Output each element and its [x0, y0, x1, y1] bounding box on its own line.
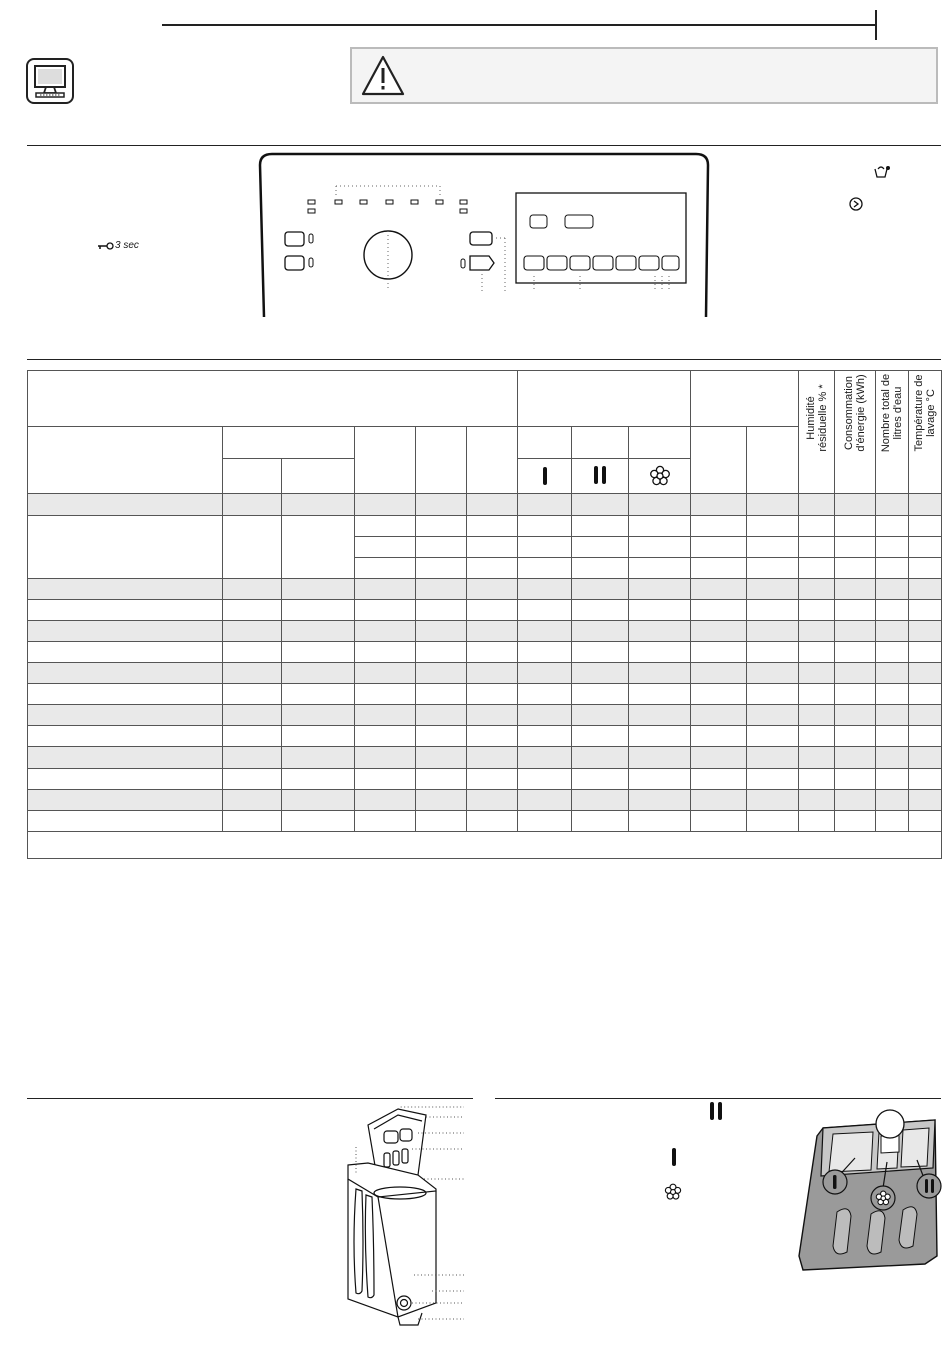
warning-box [350, 47, 938, 104]
table-header-cell [223, 427, 355, 459]
compartment-2-symbol [708, 1102, 724, 1125]
table-header-cell [572, 427, 629, 459]
key-lock-label: 3 sec [115, 240, 139, 251]
softener-symbol [664, 1183, 682, 1206]
table-row [28, 810, 942, 831]
timer-icon [849, 197, 863, 216]
table-row [28, 726, 942, 747]
washing-machine-illustration [338, 1103, 464, 1331]
table-header-cell [282, 459, 355, 494]
softener-header [629, 459, 691, 494]
vheader-temperature: Température de lavage °C [909, 371, 942, 494]
table-row [28, 684, 942, 705]
table-header-cell [691, 427, 747, 494]
table-header-cell [28, 371, 518, 427]
compartment-2-header [572, 459, 629, 494]
table-row [28, 494, 942, 515]
table-footnote-row [28, 831, 942, 858]
vheader-humidity: Humidité résiduelle % * [799, 371, 835, 494]
table-header-cell [629, 427, 691, 459]
table-header-cell [747, 427, 799, 494]
table-row [28, 578, 942, 599]
compartment-1-symbol [672, 1148, 676, 1171]
header-rule-tick [875, 10, 877, 40]
table-row [28, 515, 942, 536]
table-row [28, 789, 942, 810]
table-row [28, 705, 942, 726]
warning-icon [360, 54, 406, 98]
table-header-cell [691, 371, 799, 427]
section-rule-panel [27, 145, 941, 146]
table-header-cell [355, 427, 416, 494]
header-rule [162, 24, 876, 26]
table-row [28, 747, 942, 768]
table-header-cell [28, 427, 223, 494]
section-rule-table [27, 359, 941, 360]
table-row [28, 663, 942, 684]
vheader-energy: Consommation d'énergie (kWh) [835, 371, 876, 494]
table-header-cell [467, 427, 518, 494]
table-row [28, 599, 942, 620]
flower-icon [649, 465, 671, 487]
table-row [28, 768, 942, 789]
compartment-2-icon [592, 466, 608, 487]
vheader-water: Nombre total de litres d'eau [876, 371, 909, 494]
table-row [28, 642, 942, 663]
monitor-icon [26, 58, 74, 104]
program-table [27, 370, 942, 859]
key-icon [98, 242, 114, 250]
table-header-cell [416, 427, 467, 494]
table-header-cell [223, 459, 282, 494]
table-header-cell [518, 371, 691, 427]
control-panel-diagram [258, 151, 710, 319]
compartment-1-icon [543, 467, 547, 485]
section-rule-dispenser [495, 1098, 941, 1099]
compartment-1-header [518, 459, 572, 494]
section-rule-machine [27, 1098, 473, 1099]
detergent-drawer-illustration [795, 1106, 945, 1274]
eco-wash-icon [873, 165, 891, 184]
key-lock-indicator [98, 240, 139, 251]
table-header-cell [518, 427, 572, 459]
table-row [28, 620, 942, 641]
